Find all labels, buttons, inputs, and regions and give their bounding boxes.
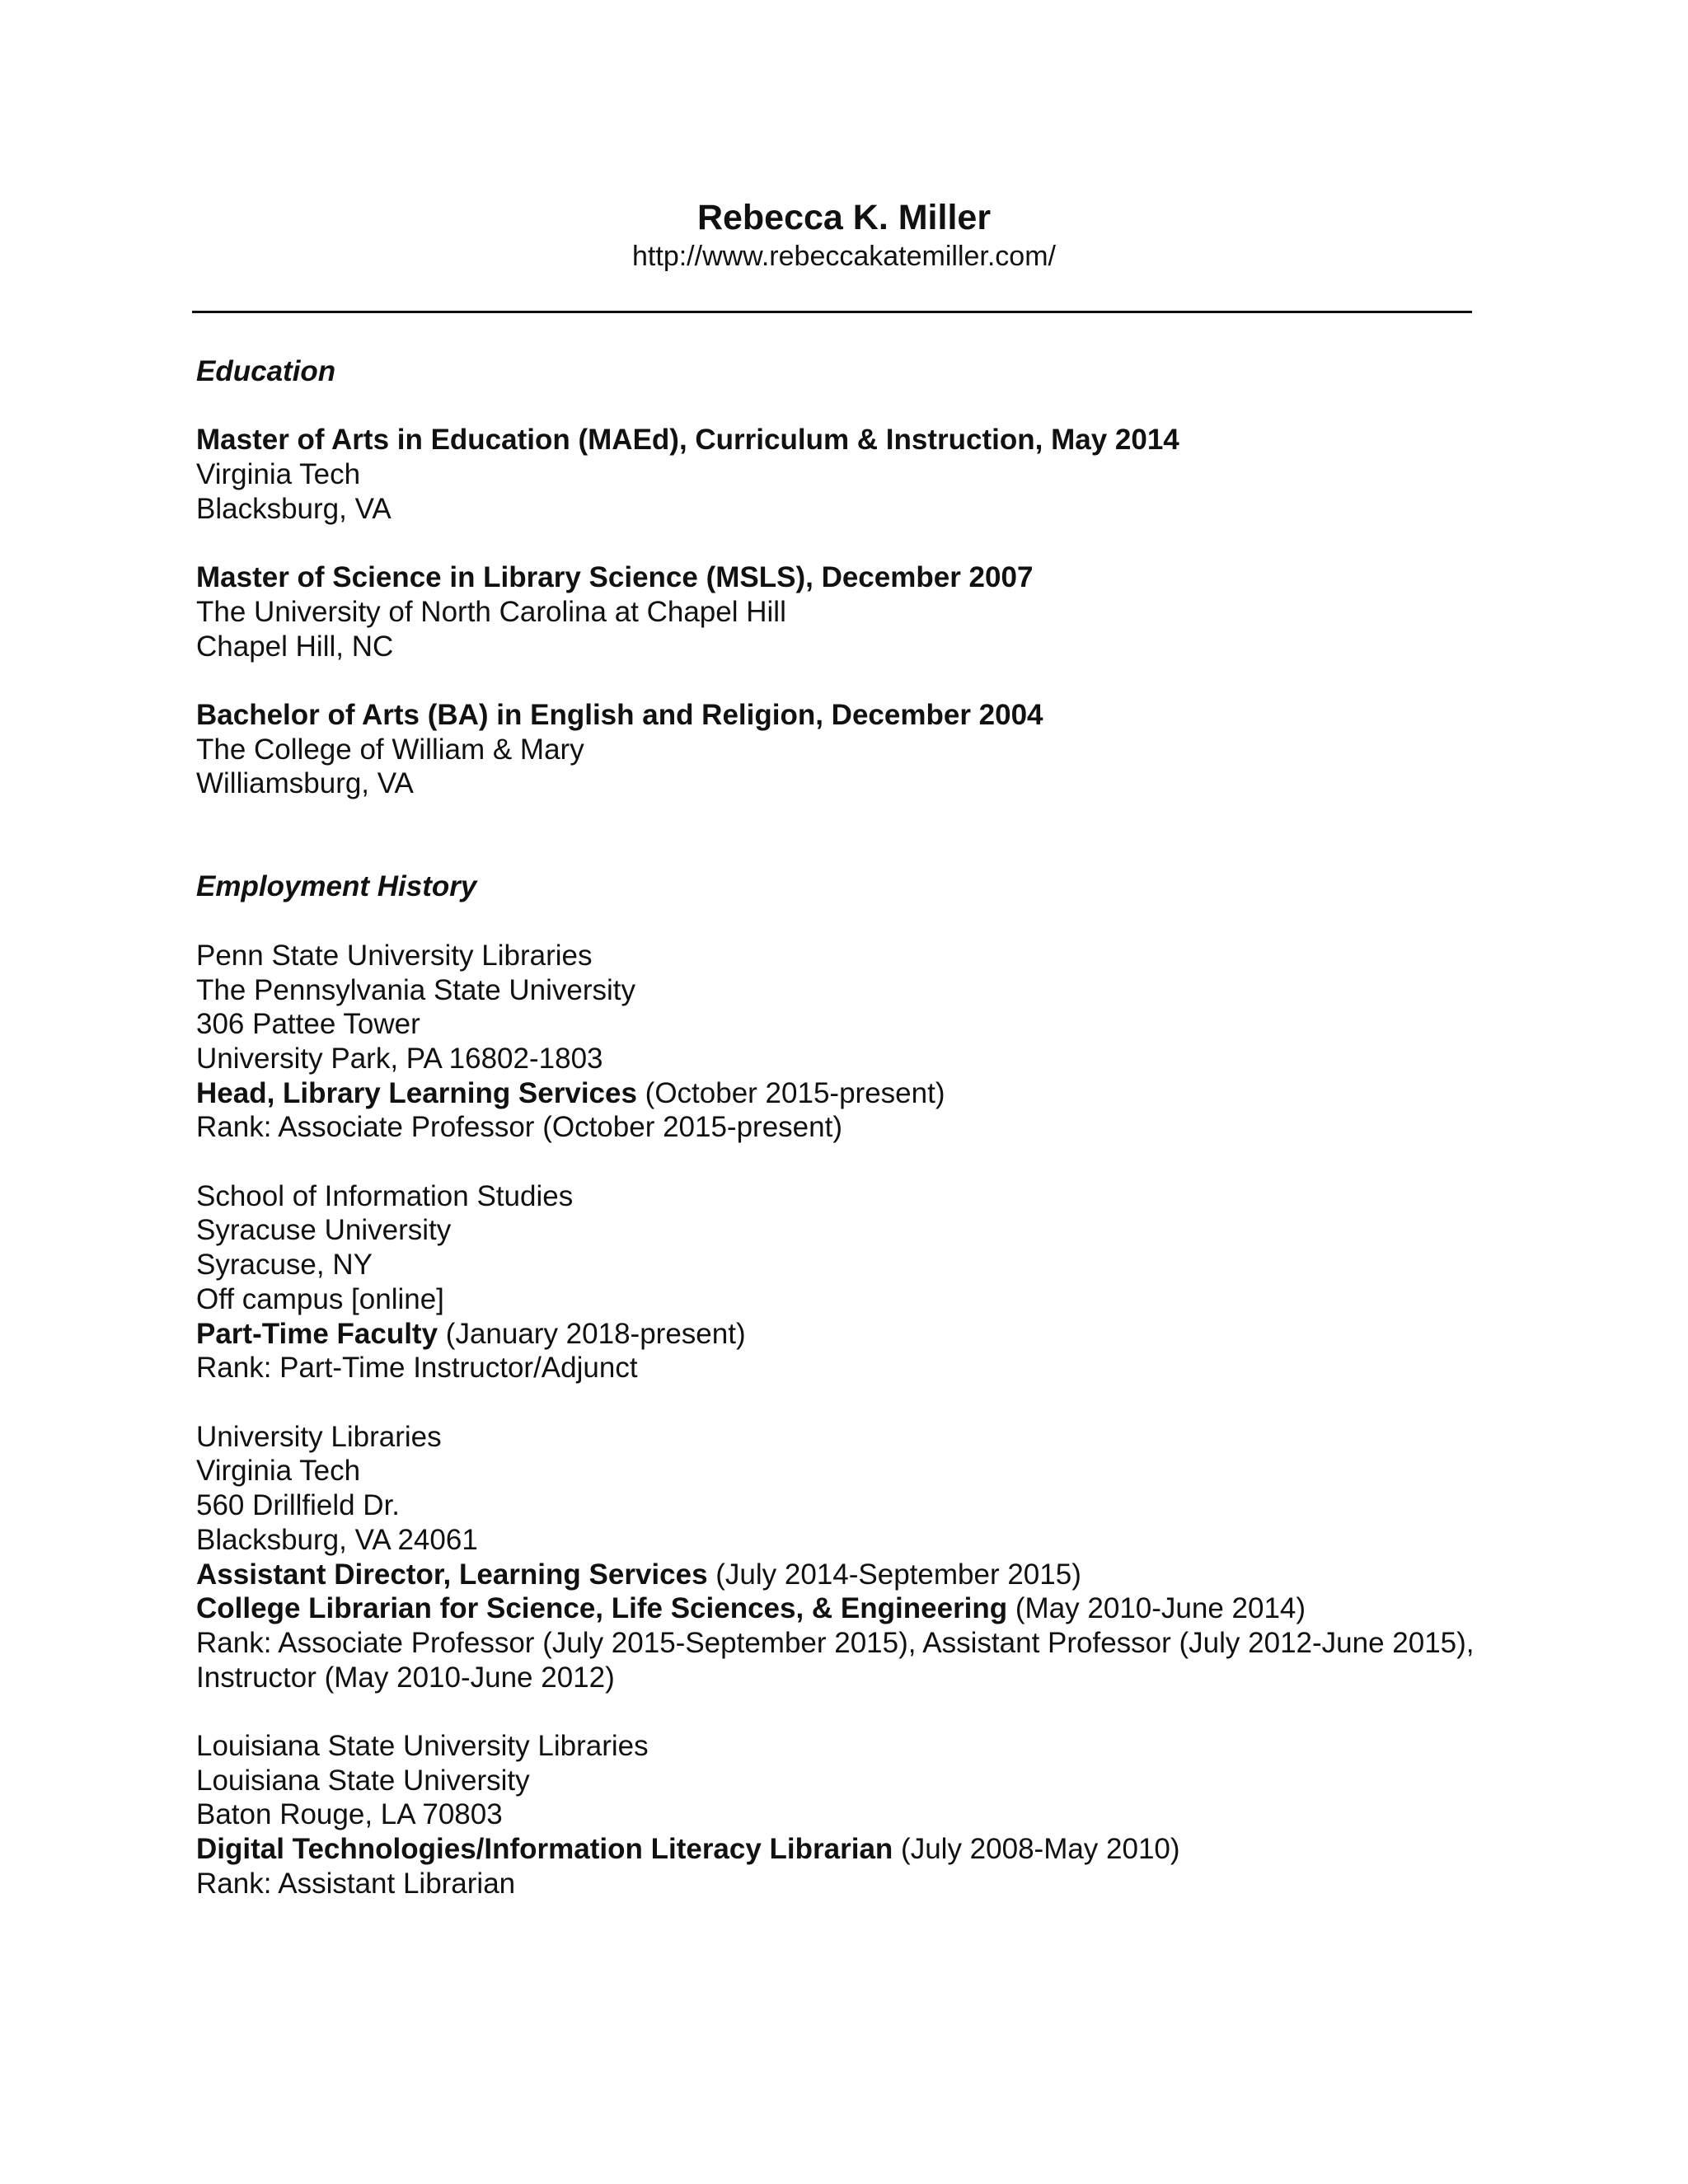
job-org-line: Blacksburg, VA 24061 xyxy=(196,1523,478,1556)
header-divider xyxy=(192,311,1472,313)
position-dates: (October 2015-present) xyxy=(636,1076,945,1109)
position-title: Digital Technologies/Information Literacy Librarian xyxy=(196,1833,893,1866)
job-org-line: Syracuse, NY xyxy=(196,1249,373,1282)
job-rank: Rank: Assistant Librarian xyxy=(196,1867,516,1900)
job-entry xyxy=(196,1179,1482,1385)
degree-entry xyxy=(196,560,1482,663)
job-org-line: 306 Pattee Tower xyxy=(196,1008,420,1041)
position-title: Head, Library Learning Services xyxy=(196,1076,637,1109)
job-entry xyxy=(196,1729,1482,1901)
position-dates: (January 2018-present) xyxy=(438,1317,746,1350)
job-org-line: Off campus [online] xyxy=(196,1282,444,1315)
degree-location: Blacksburg, VA xyxy=(196,492,392,525)
cv-body xyxy=(196,354,1482,1901)
position-title: Assistant Director, Learning Services xyxy=(196,1558,708,1591)
job-org-line: Louisiana State University xyxy=(196,1764,530,1797)
position-dates: (July 2008-May 2010) xyxy=(893,1833,1180,1866)
job-rank: Rank: Associate Professor (July 2015-September 2015), Assistant Professor (July 2012-June 2015), Instructor (May 2010-June 2012) xyxy=(196,1626,1475,1694)
job-org-line: 560 Drillfield Dr. xyxy=(196,1489,401,1522)
degree-school: The College of William & Mary xyxy=(196,733,584,766)
job-position xyxy=(196,1591,1482,1626)
job-rank: Rank: Part-Time Instructor/Adjunct xyxy=(196,1352,638,1385)
job-position xyxy=(196,1076,1482,1111)
job-position xyxy=(196,1832,1482,1867)
degree-entry xyxy=(196,698,1482,801)
job-org-line: School of Information Studies xyxy=(196,1179,574,1212)
job-entry xyxy=(196,939,1482,1145)
job-org-line: Syracuse University xyxy=(196,1214,452,1247)
job-rank: Rank: Associate Professor (October 2015-present) xyxy=(196,1111,842,1144)
job-org-line: University Park, PA 16802-1803 xyxy=(196,1042,603,1075)
degree-entry xyxy=(196,423,1482,526)
job-org-line: Virginia Tech xyxy=(196,1455,361,1488)
degree-location: Williamsburg, VA xyxy=(196,767,414,800)
cv-header xyxy=(0,196,1688,274)
position-title: College Librarian for Science, Life Sciences, & Engineering xyxy=(196,1592,1008,1625)
position-title: Part-Time Faculty xyxy=(196,1317,438,1350)
job-org-line: Louisiana State University Libraries xyxy=(196,1730,649,1762)
job-position xyxy=(196,1558,1482,1592)
degree-title: Master of Science in Library Science (MSLS), December 2007 xyxy=(196,561,1034,594)
degree-title: Master of Arts in Education (MAEd), Curriculum & Instruction, May 2014 xyxy=(196,424,1179,457)
job-org-line: The Pennsylvania State University xyxy=(196,973,636,1006)
job-entry xyxy=(196,1420,1482,1695)
position-dates: (July 2014-September 2015) xyxy=(707,1558,1081,1591)
degree-school: The University of North Carolina at Chapel Hill xyxy=(196,595,786,628)
education-heading: Education xyxy=(196,355,336,387)
website-url[interactable]: http://www.rebeccakatemiller.com/ xyxy=(632,241,1056,272)
job-org-line: University Libraries xyxy=(196,1420,442,1453)
degree-title: Bachelor of Arts (BA) in English and Religion, December 2004 xyxy=(196,698,1043,731)
job-org-line: Baton Rouge, LA 70803 xyxy=(196,1798,503,1831)
job-org-line: Penn State University Libraries xyxy=(196,939,593,972)
person-name: Rebecca K. Miller xyxy=(696,198,992,237)
job-position xyxy=(196,1317,1482,1352)
degree-location: Chapel Hill, NC xyxy=(196,630,394,663)
position-dates: (May 2010-June 2014) xyxy=(1007,1592,1306,1625)
degree-school: Virginia Tech xyxy=(196,458,361,491)
employment-heading: Employment History xyxy=(196,870,477,903)
